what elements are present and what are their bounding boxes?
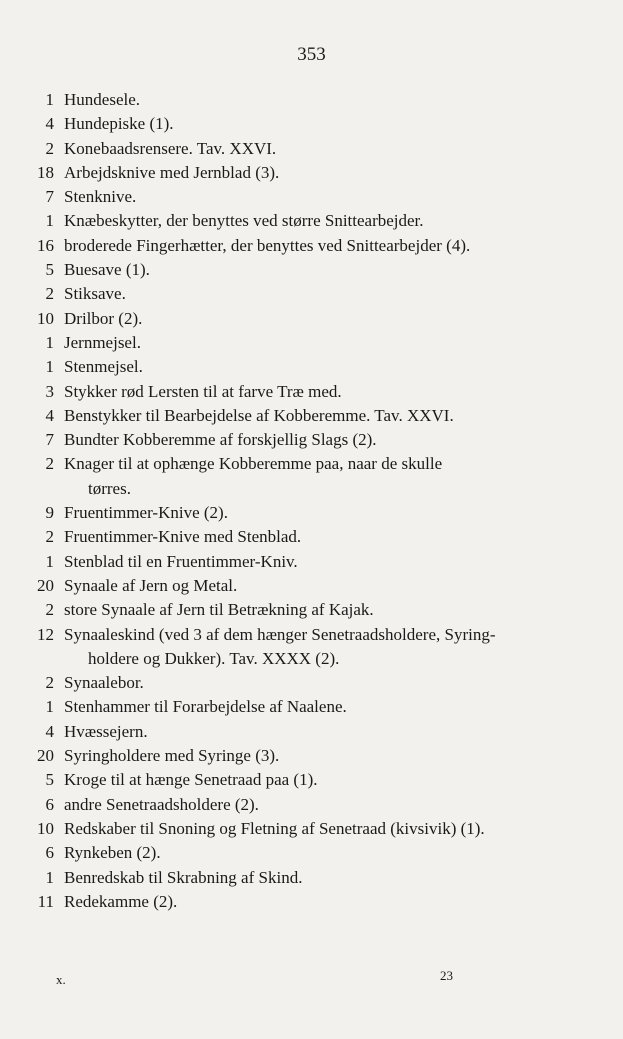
- item-text: Syringholdere med Syringe (3).: [64, 746, 280, 766]
- item-description: [64, 258, 554, 282]
- item-text-continuation: tørres.: [88, 478, 131, 498]
- item-description: [64, 331, 554, 355]
- item-text: Konebaadsrensere. Tav. XXVI.: [64, 138, 277, 158]
- item-description: [64, 671, 554, 695]
- item-quantity: 11: [37, 891, 54, 911]
- list-item: [0, 452, 623, 501]
- item-text: Stenknive.: [64, 187, 137, 207]
- list-item: [0, 137, 623, 161]
- list-item: [0, 307, 623, 331]
- list-item: [0, 890, 623, 914]
- item-description: [64, 695, 554, 719]
- item-text: Bundter Kobberemme af forskjellig Slags (2).: [64, 430, 377, 450]
- item-quantity: 10: [37, 308, 54, 328]
- item-text: Knager til at ophænge Kobberemme paa, naar de skulle: [64, 454, 443, 474]
- item-text: Drilbor (2).: [64, 308, 143, 328]
- item-description: [64, 768, 554, 792]
- list-item: [0, 720, 623, 744]
- list-item: [0, 866, 623, 890]
- item-text: Synaaleskind (ved 3 af dem hænger Senetraadsholdere, Syring-: [64, 624, 496, 644]
- list-item: [0, 209, 623, 233]
- list-item: [0, 623, 623, 672]
- item-quantity: 4: [45, 721, 54, 741]
- item-quantity: 1: [45, 332, 54, 352]
- item-description: [64, 525, 554, 549]
- signature-number: 23: [440, 968, 453, 983]
- item-description: [64, 88, 554, 112]
- item-description: [64, 307, 554, 331]
- item-text: Stenhammer til Forarbejdelse af Naalene.: [64, 697, 347, 717]
- signature-letter: x.: [56, 972, 66, 987]
- item-quantity: 2: [45, 600, 54, 620]
- item-text: Buesave (1).: [64, 260, 150, 280]
- item-description: [64, 452, 554, 501]
- item-description: [64, 550, 554, 574]
- item-text: store Synaale af Jern til Betrækning af Kajak.: [64, 600, 374, 620]
- item-quantity: 1: [45, 867, 54, 887]
- item-quantity: 2: [45, 138, 54, 158]
- item-description: [64, 355, 554, 379]
- item-description: [64, 841, 554, 865]
- item-quantity: 20: [37, 746, 54, 766]
- list-item: [0, 550, 623, 574]
- item-description: [64, 574, 554, 598]
- list-item: [0, 695, 623, 719]
- item-description: [64, 428, 554, 452]
- item-text: Stykker rød Lersten til at farve Træ med.: [64, 381, 342, 401]
- item-quantity: 2: [45, 527, 54, 547]
- item-text: Rynkeben (2).: [64, 843, 161, 863]
- list-item: [0, 185, 623, 209]
- item-description: [64, 744, 554, 768]
- item-quantity: 16: [37, 235, 54, 255]
- list-item: [0, 380, 623, 404]
- list-item: [0, 841, 623, 865]
- list-item: [0, 744, 623, 768]
- list-item: [0, 88, 623, 112]
- item-quantity: 4: [45, 405, 54, 425]
- list-item: [0, 671, 623, 695]
- item-quantity: 2: [45, 284, 54, 304]
- item-text: Synaale af Jern og Metal.: [64, 575, 238, 595]
- list-item: [0, 112, 623, 136]
- item-quantity: 4: [45, 114, 54, 134]
- item-text: Hundepiske (1).: [64, 114, 174, 134]
- list-item: [0, 525, 623, 549]
- item-description: [64, 185, 554, 209]
- item-text: broderede Fingerhætter, der benyttes ved Snittearbejder (4).: [64, 235, 471, 255]
- item-text: Benredskab til Skrabning af Skind.: [64, 867, 303, 887]
- item-quantity: 1: [45, 211, 54, 231]
- list-item: [0, 817, 623, 841]
- item-description: [64, 817, 554, 841]
- list-item: [0, 331, 623, 355]
- item-description: [64, 720, 554, 744]
- page-footer: [0, 968, 623, 992]
- item-description: [64, 404, 554, 428]
- item-quantity: 1: [45, 697, 54, 717]
- list-item: [0, 501, 623, 525]
- item-quantity: 6: [45, 794, 54, 814]
- item-text: andre Senetraadsholdere (2).: [64, 794, 259, 814]
- item-quantity: 5: [45, 260, 54, 280]
- item-text: Synaalebor.: [64, 673, 144, 693]
- list-item: [0, 793, 623, 817]
- item-quantity: 12: [37, 624, 54, 644]
- list-item: [0, 234, 623, 258]
- item-quantity: 18: [37, 162, 54, 182]
- item-text: Redekamme (2).: [64, 891, 178, 911]
- item-text: Stenblad til en Fruentimmer-Kniv.: [64, 551, 298, 571]
- item-quantity: 20: [37, 575, 54, 595]
- list-item: [0, 282, 623, 306]
- item-text: Fruentimmer-Knive (2).: [64, 503, 228, 523]
- item-quantity: 5: [45, 770, 54, 790]
- page-number: 353: [297, 44, 326, 65]
- list-item: [0, 428, 623, 452]
- list-item: [0, 355, 623, 379]
- item-quantity: 3: [45, 381, 54, 401]
- item-text: Knæbeskytter, der benyttes ved større Snittearbejder.: [64, 211, 424, 231]
- item-text: Stiksave.: [64, 284, 126, 304]
- item-quantity: 1: [45, 357, 54, 377]
- list-item: [0, 258, 623, 282]
- item-text: Redskaber til Snoning og Fletning af Senetraad (kivsivik) (1).: [64, 818, 485, 838]
- item-description: [64, 234, 554, 258]
- item-text: Fruentimmer-Knive med Stenblad.: [64, 527, 302, 547]
- inventory-list: [0, 88, 623, 914]
- item-text: Arbejdsknive med Jernblad (3).: [64, 162, 280, 182]
- item-description: [64, 501, 554, 525]
- list-item: [0, 598, 623, 622]
- item-text-continuation: holdere og Dukker). Tav. XXXX (2).: [88, 648, 340, 668]
- item-quantity: 1: [45, 90, 54, 109]
- item-description: [64, 623, 554, 672]
- item-description: [64, 890, 554, 914]
- item-text: Jernmejsel.: [64, 332, 141, 352]
- item-text: Hvæssejern.: [64, 721, 148, 741]
- item-text: Benstykker til Bearbejdelse af Kobberemme. Tav. XXVI.: [64, 405, 454, 425]
- item-text: Kroge til at hænge Senetraad paa (1).: [64, 770, 318, 790]
- item-description: [64, 209, 554, 233]
- item-text: Hundesele.: [64, 90, 141, 109]
- item-description: [64, 282, 554, 306]
- item-description: [64, 380, 554, 404]
- item-description: [64, 161, 554, 185]
- item-quantity: 2: [45, 454, 54, 474]
- item-description: [64, 598, 554, 622]
- item-description: [64, 112, 554, 136]
- list-item: [0, 161, 623, 185]
- list-item: [0, 768, 623, 792]
- item-quantity: 2: [45, 673, 54, 693]
- item-quantity: 1: [45, 551, 54, 571]
- item-quantity: 7: [45, 430, 54, 450]
- list-item: [0, 404, 623, 428]
- item-description: [64, 866, 554, 890]
- list-item: [0, 574, 623, 598]
- item-quantity: 7: [45, 187, 54, 207]
- item-quantity: 6: [45, 843, 54, 863]
- item-description: [64, 793, 554, 817]
- item-quantity: 10: [37, 818, 54, 838]
- item-description: [64, 137, 554, 161]
- item-quantity: 9: [45, 503, 54, 523]
- item-text: Stenmejsel.: [64, 357, 143, 377]
